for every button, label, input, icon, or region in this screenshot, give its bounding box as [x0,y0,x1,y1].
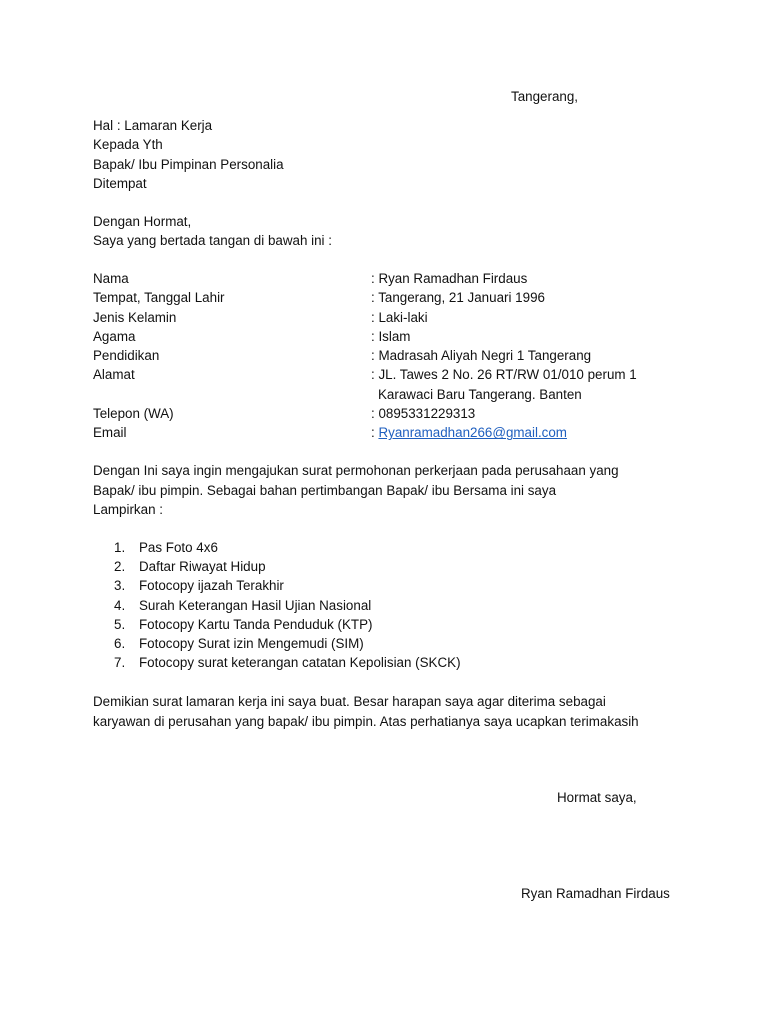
identity-row-gender [93,308,713,327]
identity-value: : JL. Tawes 2 No. 26 RT/RW 01/010 perum 1 [371,367,637,383]
identity-label: Alamat [93,367,135,383]
list-number: 4. [114,597,126,613]
paragraph-line: Bapak/ ibu pimpin. Sebagai bahan pertimbangan Bapak/ ibu Bersama ini saya [93,482,557,498]
identity-label: Jenis Kelamin [93,309,177,325]
identity-value [371,423,567,442]
identity-row-address [93,365,713,384]
recipient-line: Kepada Yth [93,137,163,153]
identity-value: : Islam [371,328,411,344]
list-text: Fotocopy Kartu Tanda Penduduk (KTP) [139,616,373,632]
identity-value: : Tangerang, 21 Januari 1996 [371,290,545,306]
list-number: 6. [114,635,126,651]
email-prefix: : [371,425,379,441]
application-paragraph [93,461,683,520]
paragraph-line: Dengan Ini saya ingin mengajukan surat permohonan perkerjaan pada perusahaan yang [93,463,619,478]
salutation: Dengan Hormat, [93,214,192,229]
recipient-location: Ditempat [93,175,147,191]
identity-row-religion [93,327,713,346]
list-item [114,557,461,576]
email-link[interactable]: Ryanramadhan266@gmail.com [378,425,567,441]
list-number: 7. [114,655,126,671]
letter-header [93,116,284,193]
identity-value: : 0895331229313 [371,406,476,422]
identity-value: : Laki-laki [371,309,428,325]
list-item [114,596,461,615]
identity-label: Pendidikan [93,348,160,364]
intro-line: Saya yang bertada tangan di bawah ini : [93,233,332,249]
identity-row-phone [93,404,713,423]
identity-row-birth [93,288,713,307]
list-number: 5. [114,616,126,632]
identity-row-education [93,346,713,365]
identity-label: Email [93,425,127,441]
list-text: Fotocopy Surat izin Mengemudi (SIM) [139,635,364,651]
closing-phrase: Hormat saya, [557,790,637,805]
attachment-list [114,538,461,672]
signature-name: Ryan Ramadhan Firdaus [521,886,670,901]
list-item [114,576,461,595]
list-text: Fotocopy surat keterangan catatan Kepolisian (SKCK) [139,655,461,671]
paragraph-line: karyawan di perusahan yang bapak/ ibu pimpin. Atas perhatianya saya ucapkan terimakasih [93,713,639,729]
list-text: Fotocopy ijazah Terakhir [139,578,284,594]
identity-row-name [93,269,713,288]
place-date: Tangerang, [511,89,579,104]
list-number: 2. [114,559,126,575]
identity-label: Tempat, Tanggal Lahir [93,290,225,306]
list-item [114,634,461,653]
list-number: 3. [114,578,126,594]
list-item [114,538,461,557]
list-item [114,653,461,672]
recipient-title: Bapak/ Ibu Pimpinan Personalia [93,156,284,172]
subject-line: Hal : Lamaran Kerja [93,118,213,133]
identity-value: : Madrasah Aliyah Negri 1 Tangerang [371,348,592,364]
identity-label: Telepon (WA) [93,406,174,422]
identity-label: Agama [93,328,136,344]
closing-paragraph [93,692,639,731]
list-text: Daftar Riwayat Hidup [139,559,266,575]
identity-label: Nama [93,271,129,286]
address-continuation: Karawaci Baru Tangerang. Banten [378,386,582,402]
list-item [114,615,461,634]
identity-row-email [93,423,713,442]
greeting [93,212,332,251]
paragraph-line: Lampirkan : [93,502,163,517]
list-text: Pas Foto 4x6 [139,540,218,555]
list-number: 1. [114,540,126,555]
identity-value: : Ryan Ramadhan Firdaus [371,271,528,286]
list-text: Surah Keterangan Hasil Ujian Nasional [139,597,372,613]
paragraph-line: Demikian surat lamaran kerja ini saya buat. Besar harapan saya agar diterima sebagai [93,694,606,709]
identity-table [93,269,713,443]
